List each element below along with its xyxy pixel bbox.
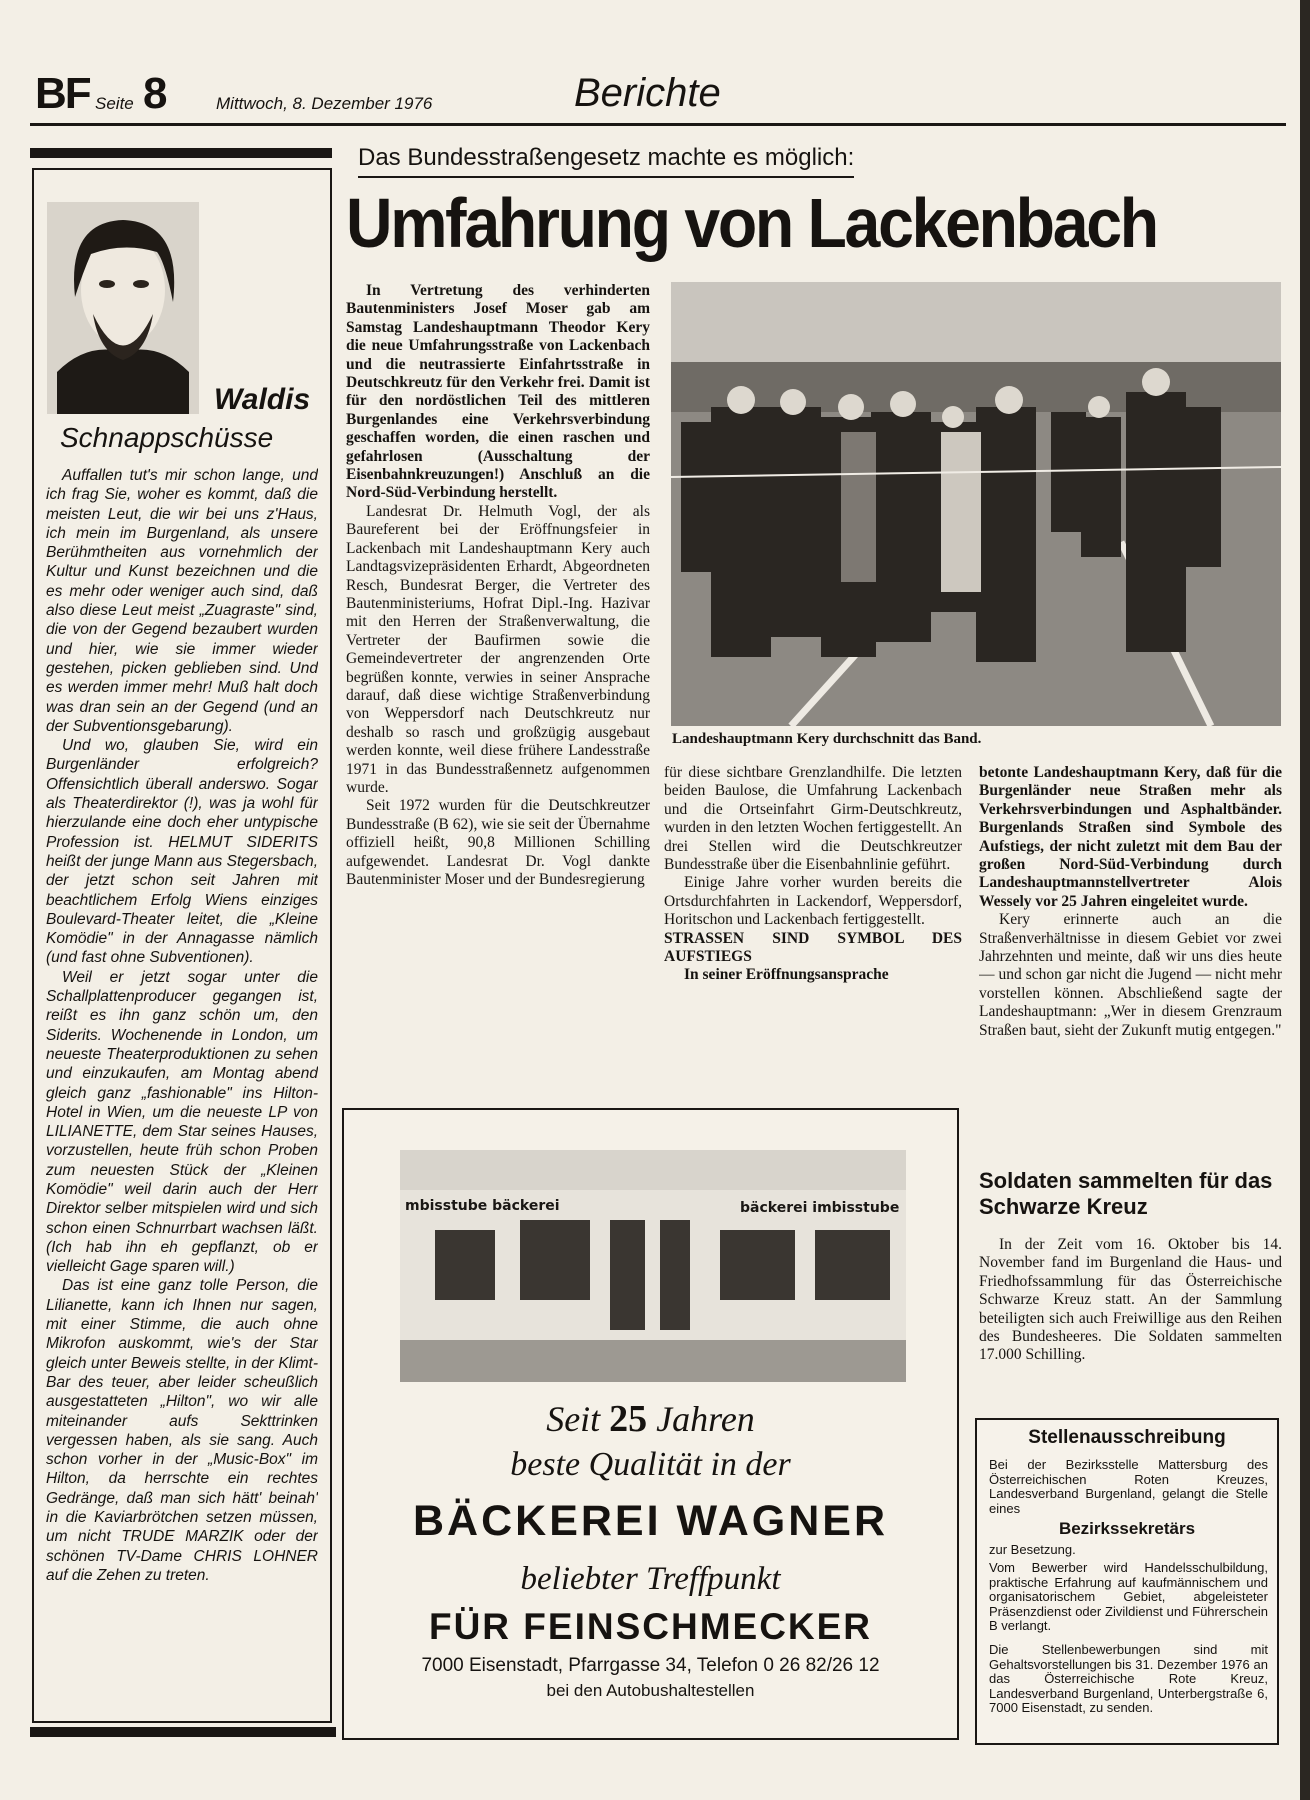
shop-sign-left: mbisstube bäckerei [405, 1198, 560, 1214]
column-paragraph: Auffallen tut's mir schon lange, und ich frag Sie, woher es kommt, daß die meisten Leut, die wir bei uns z'Haus, ich mein im Burgenland, als unsere Berühmtheiten aus vornehmlich der Kultur und Kunst bezeichnen und die es mehr oder weniger auch sind, daß also diese Leut meist „Zuagraste" sind, die von der Gegend bezaubert wurden und hier, wie sie immer wieder gestehen, picken geblieben sind. Und es werden immer mehr! Muß halt doch was dran sein an der Gegend (und an der Subventionsgebarung). [46, 467, 318, 735]
column-title: Waldis [214, 383, 311, 416]
ad-years-number: 25 [609, 1398, 648, 1440]
page-label: Seite [95, 94, 134, 113]
article-paragraph: Landesrat Dr. Helmuth Vogl, der als Baureferent bei der Eröffnungsfeier in Lackenbach mit Landeshauptmann Kery auch Landtagsvizepräsidenten Erhardt, Abgeordneten Resch, Bundesrat Berger, die Vertreter des Bautenministeriums, Hofrat Dipl.-Ing. Hazivar mit den Herren der Straßenverwaltung, die Vertreter der Baufirmen sowie die Gemeindevertreter der angrenzenden Orte begrüßen konnte, verwies in seiner Ansprache darauf, daß diese wichtige Straßenverbindung von Weppersdorf nach Deutschkreutz nur deshalb so rasch und großzügig ausgebaut werden konnte, weil diese frühere Landesstraße 1971 in das Bundesstraßennetz aufgenommen wurde. [346, 502, 650, 796]
column-paragraph: Weil er jetzt sogar unter die Schallplattenproducer gegangen ist, reißt es ihn ganz schön um, den Siderits. Wochenende in London, um neueste Theaterproduktionen zu sehen und einzukaufen, am Montag abend gleich ganz „fashionable" ins Hilton-Hotel in Wien, um die neueste LP von LILIANETTE, dem Star seines Hauses, vorzustellen, heute früh schon Proben zum neuesten Stück der „Kleinen Komödie" weil darin auch der Herr Direktor selber mitspielen wird und sich schon einen Schnurrbart wachsen läßt. (Ich hab ihn eh gepflanzt, ob er vielleicht Gage sparen will.) [46, 968, 318, 1276]
article-column-1 [346, 282, 650, 1092]
article-column-3 [979, 764, 1282, 1164]
article-lead: In Vertretung des verhinderten Bautenministers Josef Moser gab am Samstag Landeshauptmann Theodor Kery die neue Umfahrungsstraße von Lackenbach und die neutrassierte Einfahrtsstraße in Deutschkreutz für den Verkehr frei. Damit ist für den nordöstlichen Teil des mittleren Burgenlandes eine Verkehrsverbindung geschaffen worden, die einen raschen und gefahrlosen (Ausschaltung der Eisenbahnkreuzungen!) Anschluß an die Nord-Süd-Verbindung herstellt. [346, 282, 650, 502]
side-story-text [979, 1236, 1282, 1406]
job-ad-application: Die Stellenbewerbungen sind mit Gehaltsvorstellungen bis 31. Dezember 1976 an das Österreichische Rote Kreuz, Landesverband Burgenland, Unterbergstraße 6, 7000 Eisenstadt, zu senden. [989, 1643, 1268, 1716]
shop-sign-right: bäckerei imbisstube [740, 1200, 900, 1216]
column-paragraph: Und wo, glauben Sie, wird ein Burgenländer erfolgreich? Offensichtlich überall anderswo. Sogar als Theaterdirektor (!), was ja wohl für hierzulande eine doch eher untypische Profession ist. HELMUT SIDERITS heißt der junge Mann aus Stegersbach, der jetzt schon seit Jahren mit beachtlichem Erfolg Wiens einziges Boulevard-Theater leitet, die „Kleine Komödie" in der Annagasse nämlich (und fast ohne Subventionen). [46, 737, 318, 967]
article-paragraph: Kery erinnerte auch an die Straßenverhältnisse in diesem Gebiet vor zwei Jahrzehnten und meinte, daß wir uns dies heute — und schon gar nicht die Jugend — nicht mehr vorstellen können. Abschließend sagte der Landeshauptmann: „Wer in diesem Grenzraum Straßen baut, sieht der Zukunft mutig entgegen." [979, 911, 1282, 1039]
job-ad-occupation: zur Besetzung. [989, 1543, 1076, 1557]
column-text [46, 466, 318, 1716]
ad-address: 7000 Eisenstadt, Pfarrgasse 34, Telefon 0 26 82/26 12 [421, 1655, 880, 1676]
ad-slogan-quality: beste Qualität in der [510, 1446, 791, 1483]
ad-jahren: Jahren [656, 1399, 755, 1439]
page-number: 8 [143, 69, 168, 118]
side-story-headline: Soldaten sammelten für das Schwarze Kreuz [979, 1168, 1273, 1219]
ad-business-name: BÄCKEREI WAGNER [412, 1497, 889, 1545]
columnist-portrait [47, 202, 199, 414]
ad-slogan-meeting: beliebter Treffpunkt [520, 1561, 781, 1597]
article-paragraph: In seiner Eröffnungsansprache [684, 966, 889, 984]
photo-caption: Landeshauptmann Kery durchschnitt das Band. [672, 731, 982, 747]
job-ad-title: Stellenausschreibung [1028, 1427, 1226, 1448]
page-edge [1300, 0, 1310, 1800]
article-paragraph: Seit 1972 wurden für die Deutschkreutzer Bundesstraße (B 62), wie sie seit der Übernahme offiziell heißt, 90,8 Millionen Schilling aufgewendet. Landesrat Dr. Vogl dankte Bautenminister Moser und der Bundesregierung [346, 797, 650, 888]
column-bottom-bar [30, 1727, 336, 1737]
ad-seit: Seit [546, 1399, 601, 1439]
issue-date: Mittwoch, 8. Dezember 1976 [216, 94, 433, 113]
ad-slogan-gourmets: FÜR FEINSCHMECKER [428, 1606, 873, 1647]
article-headline: Umfahrung von Lackenbach [346, 184, 1157, 262]
column-subtitle: Schnappschüsse [60, 422, 274, 453]
job-ad-intro: Bei der Bezirksstelle Mattersburg des Österreichischen Roten Kreuzes, Landesverband Burgenland, gelangt die Stelle eines [989, 1458, 1268, 1516]
ribbon-cutting-photo [671, 282, 1281, 726]
column-top-bar [30, 148, 332, 158]
bakery-shop-photo [400, 1150, 906, 1382]
article-kicker: Das Bundesstraßengesetz machte es möglich: [358, 146, 854, 178]
article-column-2 [664, 764, 962, 1094]
section-title: Berichte [574, 71, 721, 115]
column-paragraph: Das ist eine ganz tolle Person, die Lilianette, kann ich Ihnen nur sagen, mit einer Stimme, die auch ohne Mikrofon auskommt, wie's der Star gleich unter Beweis stellte, in der Klimt-Bar des teuer, aber leider scheußlich ausgestatteten „Hilton", wo wir alle miteinander aufs Sekttrinken vergessen haben, als sie sang. Auch schon vorher in der „Music-Box" im Hilton, da herrschte ein rechtes Gedränge, daß man sich hätt' beinah' in die Kaviarbrötchen setzen müssen, um nicht TRUDE MARZIK oder der schönen TV-Dame CHRIS LOHNER auf die Zehen zu treten. [46, 1277, 318, 1584]
ad-location-note: bei den Autobushaltestellen [546, 1681, 755, 1700]
ad-slogan-years [344, 1400, 957, 1438]
side-story-paragraph: In der Zeit vom 16. Oktober bis 14. November fand im Burgenland die Haus- und Friedhofssammlung für das Österreichische Schwarze Kreuz statt. An der Sammlung beteiligten sich auch Freiwillige aus den Reihen des Bundesheeres. Die Soldaten sammelten 17.000 Schilling. [979, 1236, 1282, 1364]
newspaper-logo: BF [35, 69, 90, 118]
job-ad-requirements: Vom Bewerber wird Handelsschulbildung, praktische Erfahrung auf kaufmännischem und organisatorischem Gebiet, abgeleisteter Präsenzdienst oder Zivildienst und Führerschein B verlangt. [989, 1561, 1268, 1634]
article-paragraph: für diese sichtbare Grenzlandhilfe. Die letzten beiden Baulose, die Umfahrung Lackenbach und die Ortseinfahrt Girm-Deutschkreutz, wurden in den letzten Wochen fertiggestellt. An drei Stellen wird die Deutschkreutzer Bundesstraße über die Eisenbahnlinie geführt. [664, 764, 962, 874]
article-paragraph: Einige Jahre vorher wurden bereits die Ortsdurchfahrten in Lackendorf, Weppersdorf, Horitschon und Lackenbach fertiggestellt. [664, 874, 962, 929]
article-subhead: STRASSEN SIND SYMBOL DES AUFSTIEGS [664, 929, 962, 966]
article-paragraph: betonte Landeshauptmann Kery, daß für die Burgenländer neue Straßen mehr als Verkehrsverbindungen und Asphaltbänder. Burgenlands Straßen sind Symbole des Aufstiegs, der nicht zuletzt mit dem Bau der großen Nord-Süd-Verbindung durch Landeshauptmannstellvertreter Alois Wessely vor 25 Jahren eingeleitet wurde. [979, 764, 1282, 910]
masthead-rule [30, 123, 1286, 126]
job-ad-position: Bezirkssekretärs [1058, 1519, 1196, 1538]
